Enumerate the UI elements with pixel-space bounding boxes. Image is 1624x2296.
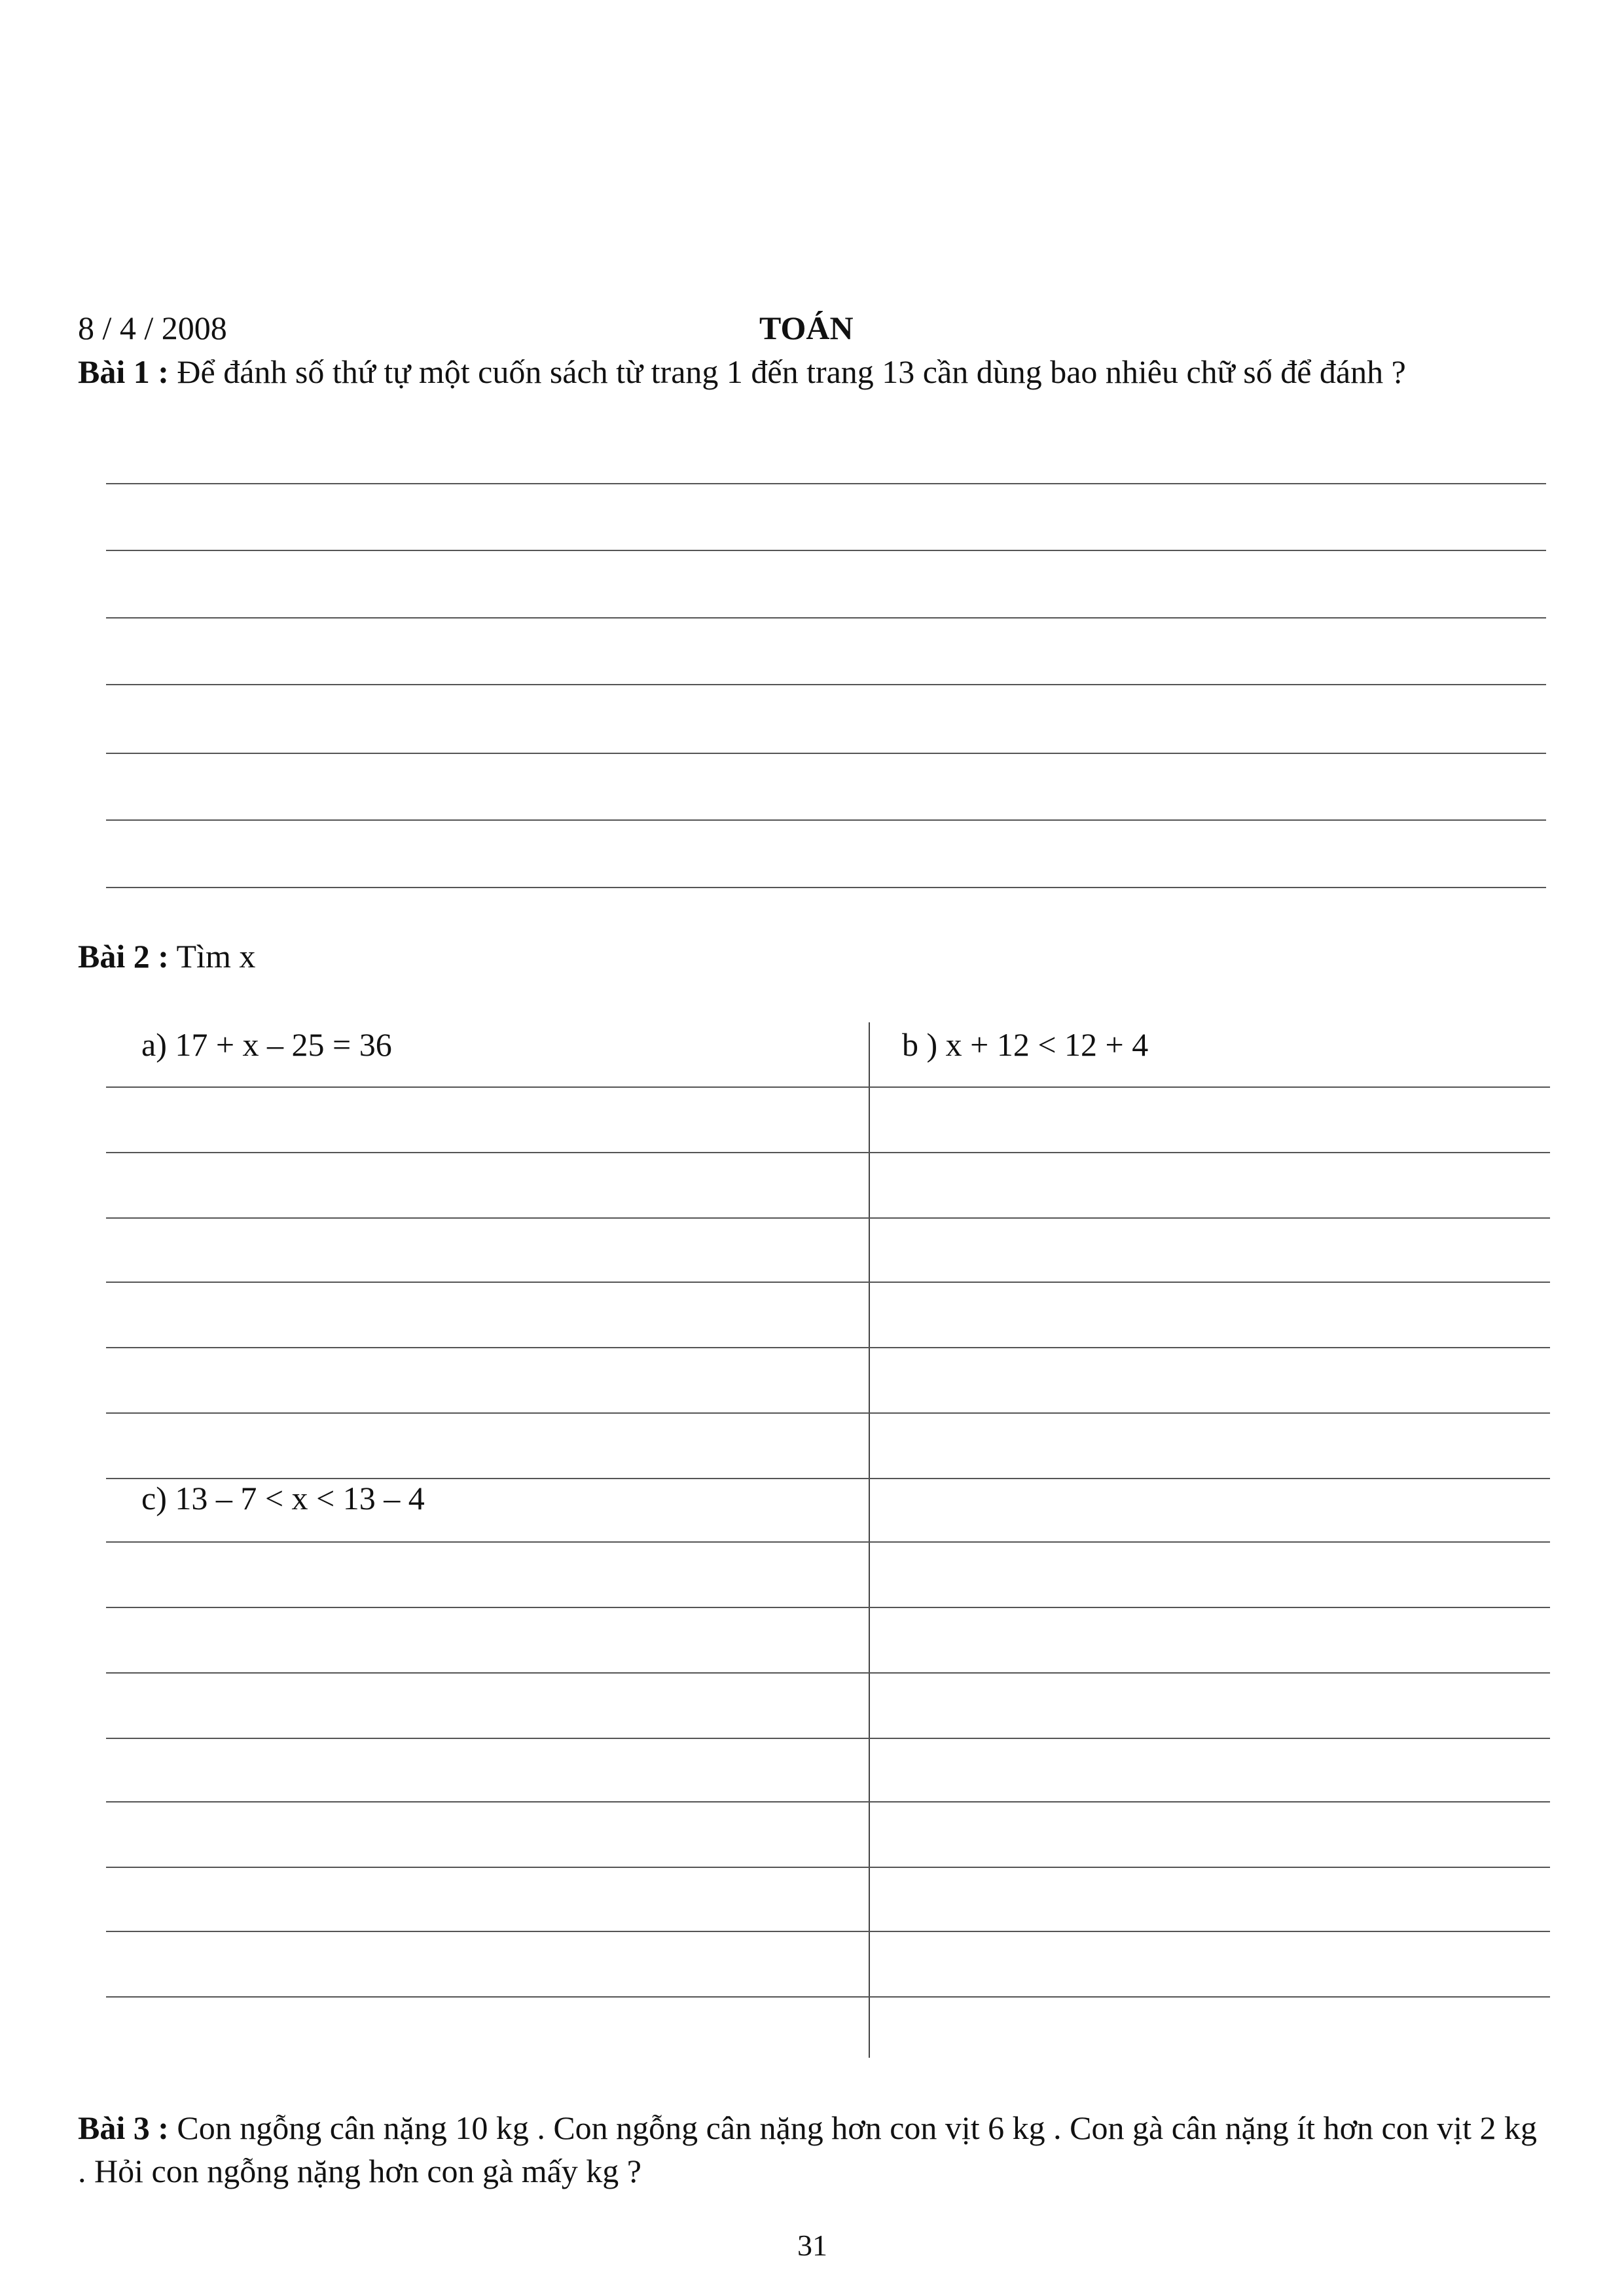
answer-line[interactable]: [106, 1541, 1550, 1543]
answer-line[interactable]: [106, 1738, 1550, 1739]
answer-line[interactable]: [106, 1217, 1550, 1219]
answer-line[interactable]: [106, 1086, 1550, 1088]
answer-line[interactable]: [106, 1152, 1550, 1153]
bai2-item-c: c) 13 – 7 < x < 13 – 4: [141, 1480, 425, 1516]
bai1-question: [78, 350, 1538, 393]
answer-line[interactable]: [106, 1607, 1550, 1608]
bai2-instruction: Tìm x: [176, 938, 256, 975]
bai2-label: Bài 2 :: [78, 938, 169, 975]
date: 8 / 4 / 2008: [78, 310, 227, 346]
bai3-text: Con ngỗng cân nặng 10 kg . Con ngỗng cân nặng hơn con vịt 6 kg . Con gà cân nặng ít hơn con vịt 2 kg . Hỏi con ngỗng nặng hơn con gà mấy kg ?: [78, 2109, 1537, 2189]
answer-line[interactable]: [106, 1412, 1550, 1414]
answer-line[interactable]: [106, 617, 1546, 619]
answer-line[interactable]: [106, 1672, 1550, 1674]
answer-line[interactable]: [106, 1347, 1550, 1348]
bai3-label: Bài 3 :: [78, 2109, 169, 2146]
answer-line[interactable]: [106, 684, 1546, 685]
answer-line[interactable]: [106, 887, 1546, 888]
bai2-heading: [78, 936, 255, 977]
answer-line[interactable]: [106, 819, 1546, 821]
answer-line[interactable]: [106, 1478, 1550, 1479]
bai2-item-a: a) 17 + x – 25 = 36: [141, 1026, 392, 1063]
bai1-text: Để đánh số thứ tự một cuốn sách từ trang 1 đến trang 13 cần dùng bao nhiêu chữ số để đánh ?: [177, 353, 1406, 390]
page-title: TOÁN: [759, 310, 854, 346]
answer-line[interactable]: [106, 1996, 1550, 1998]
answer-line[interactable]: [106, 1801, 1550, 1803]
answer-line[interactable]: [106, 483, 1546, 484]
answer-line[interactable]: [106, 550, 1546, 551]
page-number: 31: [797, 2229, 827, 2262]
answer-line[interactable]: [106, 1282, 1550, 1283]
answer-line[interactable]: [106, 1867, 1550, 1868]
bai3-question: [78, 2106, 1547, 2193]
bai2-item-b: b ) x + 12 < 12 + 4: [902, 1026, 1149, 1063]
column-divider: [869, 1022, 870, 2058]
bai1-label: Bài 1 :: [78, 353, 169, 390]
answer-line[interactable]: [106, 753, 1546, 754]
answer-line[interactable]: [106, 1931, 1550, 1932]
